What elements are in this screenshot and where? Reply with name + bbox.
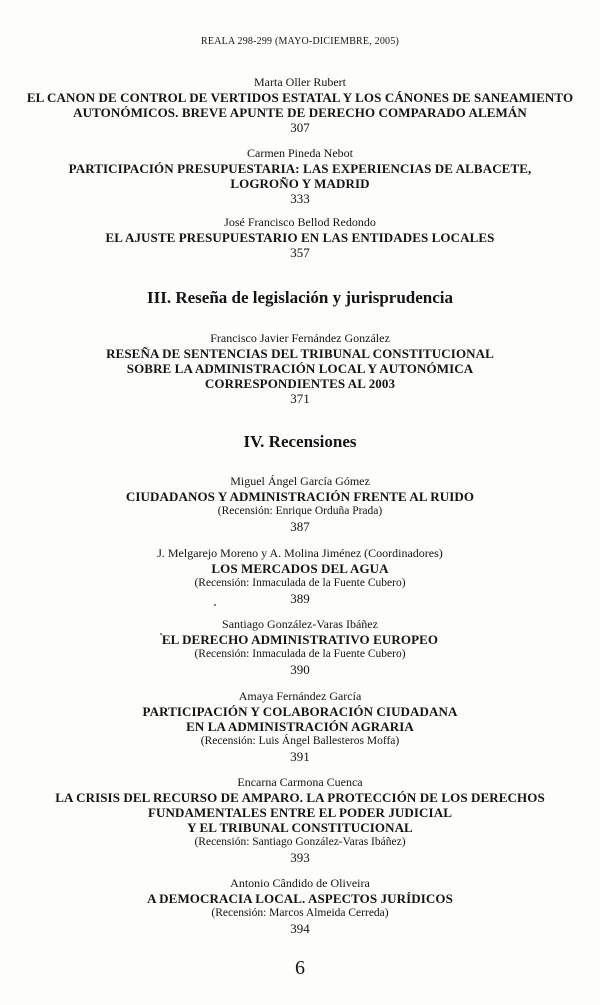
entry-author: Francisco Javier Fernández González bbox=[210, 331, 390, 345]
toc-entry bbox=[20, 146, 580, 206]
toc-entry bbox=[20, 75, 580, 135]
entry-page-number: 391 bbox=[290, 749, 310, 764]
entry-reviewer: (Recensión: Inmaculada de la Fuente Cubero) bbox=[194, 648, 406, 660]
entry-title bbox=[20, 161, 580, 191]
toc-entry bbox=[20, 617, 580, 677]
entry-title bbox=[20, 346, 580, 391]
entry-page-number: 333 bbox=[290, 191, 310, 206]
entry-author: Miguel Ángel García Gómez bbox=[230, 474, 370, 488]
entry-reviewer: (Recensión: Santiago González-Varas Ibáñez) bbox=[194, 836, 406, 848]
folio-page-number: 6 bbox=[295, 957, 305, 979]
entry-title-line: CIUDADANOS Y ADMINISTRACIÓN FRENTE AL RUIDO bbox=[125, 489, 475, 504]
entry-title-line: EN LA ADMINISTRACIÓN AGRARIA bbox=[186, 719, 414, 734]
running-head: REALA 298-299 (MAYO-DICIEMBRE, 2005) bbox=[201, 36, 399, 47]
entry-title bbox=[20, 891, 580, 906]
entry-title bbox=[20, 704, 580, 734]
section-heading-recensiones: IV. Recensiones bbox=[243, 432, 357, 451]
entry-title-line: LA CRISIS DEL RECURSO DE AMPARO. LA PROTECCIÓN DE LOS DERECHOS bbox=[55, 790, 545, 805]
entry-author: J. Melgarejo Moreno y A. Molina Jiménez (Coordinadores) bbox=[157, 546, 443, 560]
toc-entry bbox=[20, 331, 580, 406]
entry-page-number: 307 bbox=[290, 120, 310, 135]
entry-author: Amaya Fernández García bbox=[238, 689, 362, 703]
entry-title-line: EL CANON DE CONTROL DE VERTIDOS ESTATAL Y LOS CÁNONES DE SANEAMIENTO bbox=[26, 90, 574, 105]
entry-title-line: LOGROÑO Y MADRID bbox=[230, 176, 370, 191]
entry-title-line: RESEÑA DE SENTENCIAS DEL TRIBUNAL CONSTITUCIONAL bbox=[106, 346, 494, 361]
entry-page-number: 371 bbox=[290, 391, 310, 406]
entry-title-line: AUTONÓMICOS. BREVE APUNTE DE DERECHO COMPARADO ALEMÁN bbox=[73, 105, 527, 120]
entry-page-number: 394 bbox=[290, 921, 310, 936]
toc-entry bbox=[20, 546, 580, 606]
scan-speck bbox=[160, 633, 162, 635]
entry-title bbox=[20, 632, 580, 647]
entry-page-number: 387 bbox=[290, 519, 310, 534]
entry-title-line: A DEMOCRACIA LOCAL. ASPECTOS JURÍDICOS bbox=[147, 891, 453, 906]
entry-title-line: SOBRE LA ADMINISTRACIÓN LOCAL Y AUTONÓMICA bbox=[126, 361, 474, 376]
entry-title bbox=[20, 561, 580, 576]
entry-page-number: 393 bbox=[290, 850, 310, 865]
entry-reviewer: (Recensión: Marcos Almeida Cerreda) bbox=[211, 907, 389, 919]
entry-author: Antonio Cândido de Oliveira bbox=[230, 876, 370, 890]
entry-reviewer: (Recensión: Luis Ángel Ballesteros Moffa) bbox=[200, 735, 400, 747]
entry-author: Marta Oller Rubert bbox=[254, 75, 346, 89]
entry-title-line: PARTICIPACIÓN PRESUPUESTARIA: LAS EXPERIENCIAS DE ALBACETE, bbox=[68, 161, 532, 176]
entry-title bbox=[20, 90, 580, 120]
entry-reviewer: (Recensión: Enrique Orduña Prada) bbox=[217, 505, 383, 517]
entry-title-line: EL DERECHO ADMINISTRATIVO EUROPEO bbox=[161, 632, 439, 647]
entry-reviewer: (Recensión: Inmaculada de la Fuente Cubero) bbox=[194, 577, 406, 589]
entry-title-line: CORRESPONDIENTES AL 2003 bbox=[204, 376, 396, 391]
toc-entry bbox=[20, 689, 580, 764]
entry-page-number: 390 bbox=[290, 662, 310, 677]
entry-title bbox=[20, 489, 580, 504]
toc-entry bbox=[20, 474, 580, 534]
entry-title-line: FUNDAMENTALES ENTRE EL PODER JUDICIAL bbox=[148, 805, 452, 820]
entry-author: Encarna Carmona Cuenca bbox=[237, 775, 363, 789]
entry-title-line: EL AJUSTE PRESUPUESTARIO EN LAS ENTIDADES LOCALES bbox=[105, 230, 495, 245]
toc-entry bbox=[20, 876, 580, 936]
entry-author: José Francisco Bellod Redondo bbox=[224, 215, 376, 229]
entry-title bbox=[20, 790, 580, 835]
section-heading-legislacion: III. Reseña de legislación y jurisprudencia bbox=[146, 288, 454, 307]
entry-title bbox=[20, 230, 580, 245]
entry-title-line: PARTICIPACIÓN Y COLABORACIÓN CIUDADANA bbox=[142, 704, 458, 719]
entry-page-number: 389 bbox=[290, 591, 310, 606]
entry-author: Carmen Pineda Nebot bbox=[247, 146, 353, 160]
entry-page-number: 357 bbox=[290, 245, 310, 260]
entry-author: Santiago González-Varas Ibáñez bbox=[222, 617, 378, 631]
toc-entry bbox=[20, 775, 580, 865]
toc-entry bbox=[20, 215, 580, 260]
entry-title-line: Y EL TRIBUNAL CONSTITUCIONAL bbox=[187, 820, 413, 835]
scan-speck bbox=[214, 604, 216, 606]
entry-title-line: LOS MERCADOS DEL AGUA bbox=[211, 561, 389, 576]
